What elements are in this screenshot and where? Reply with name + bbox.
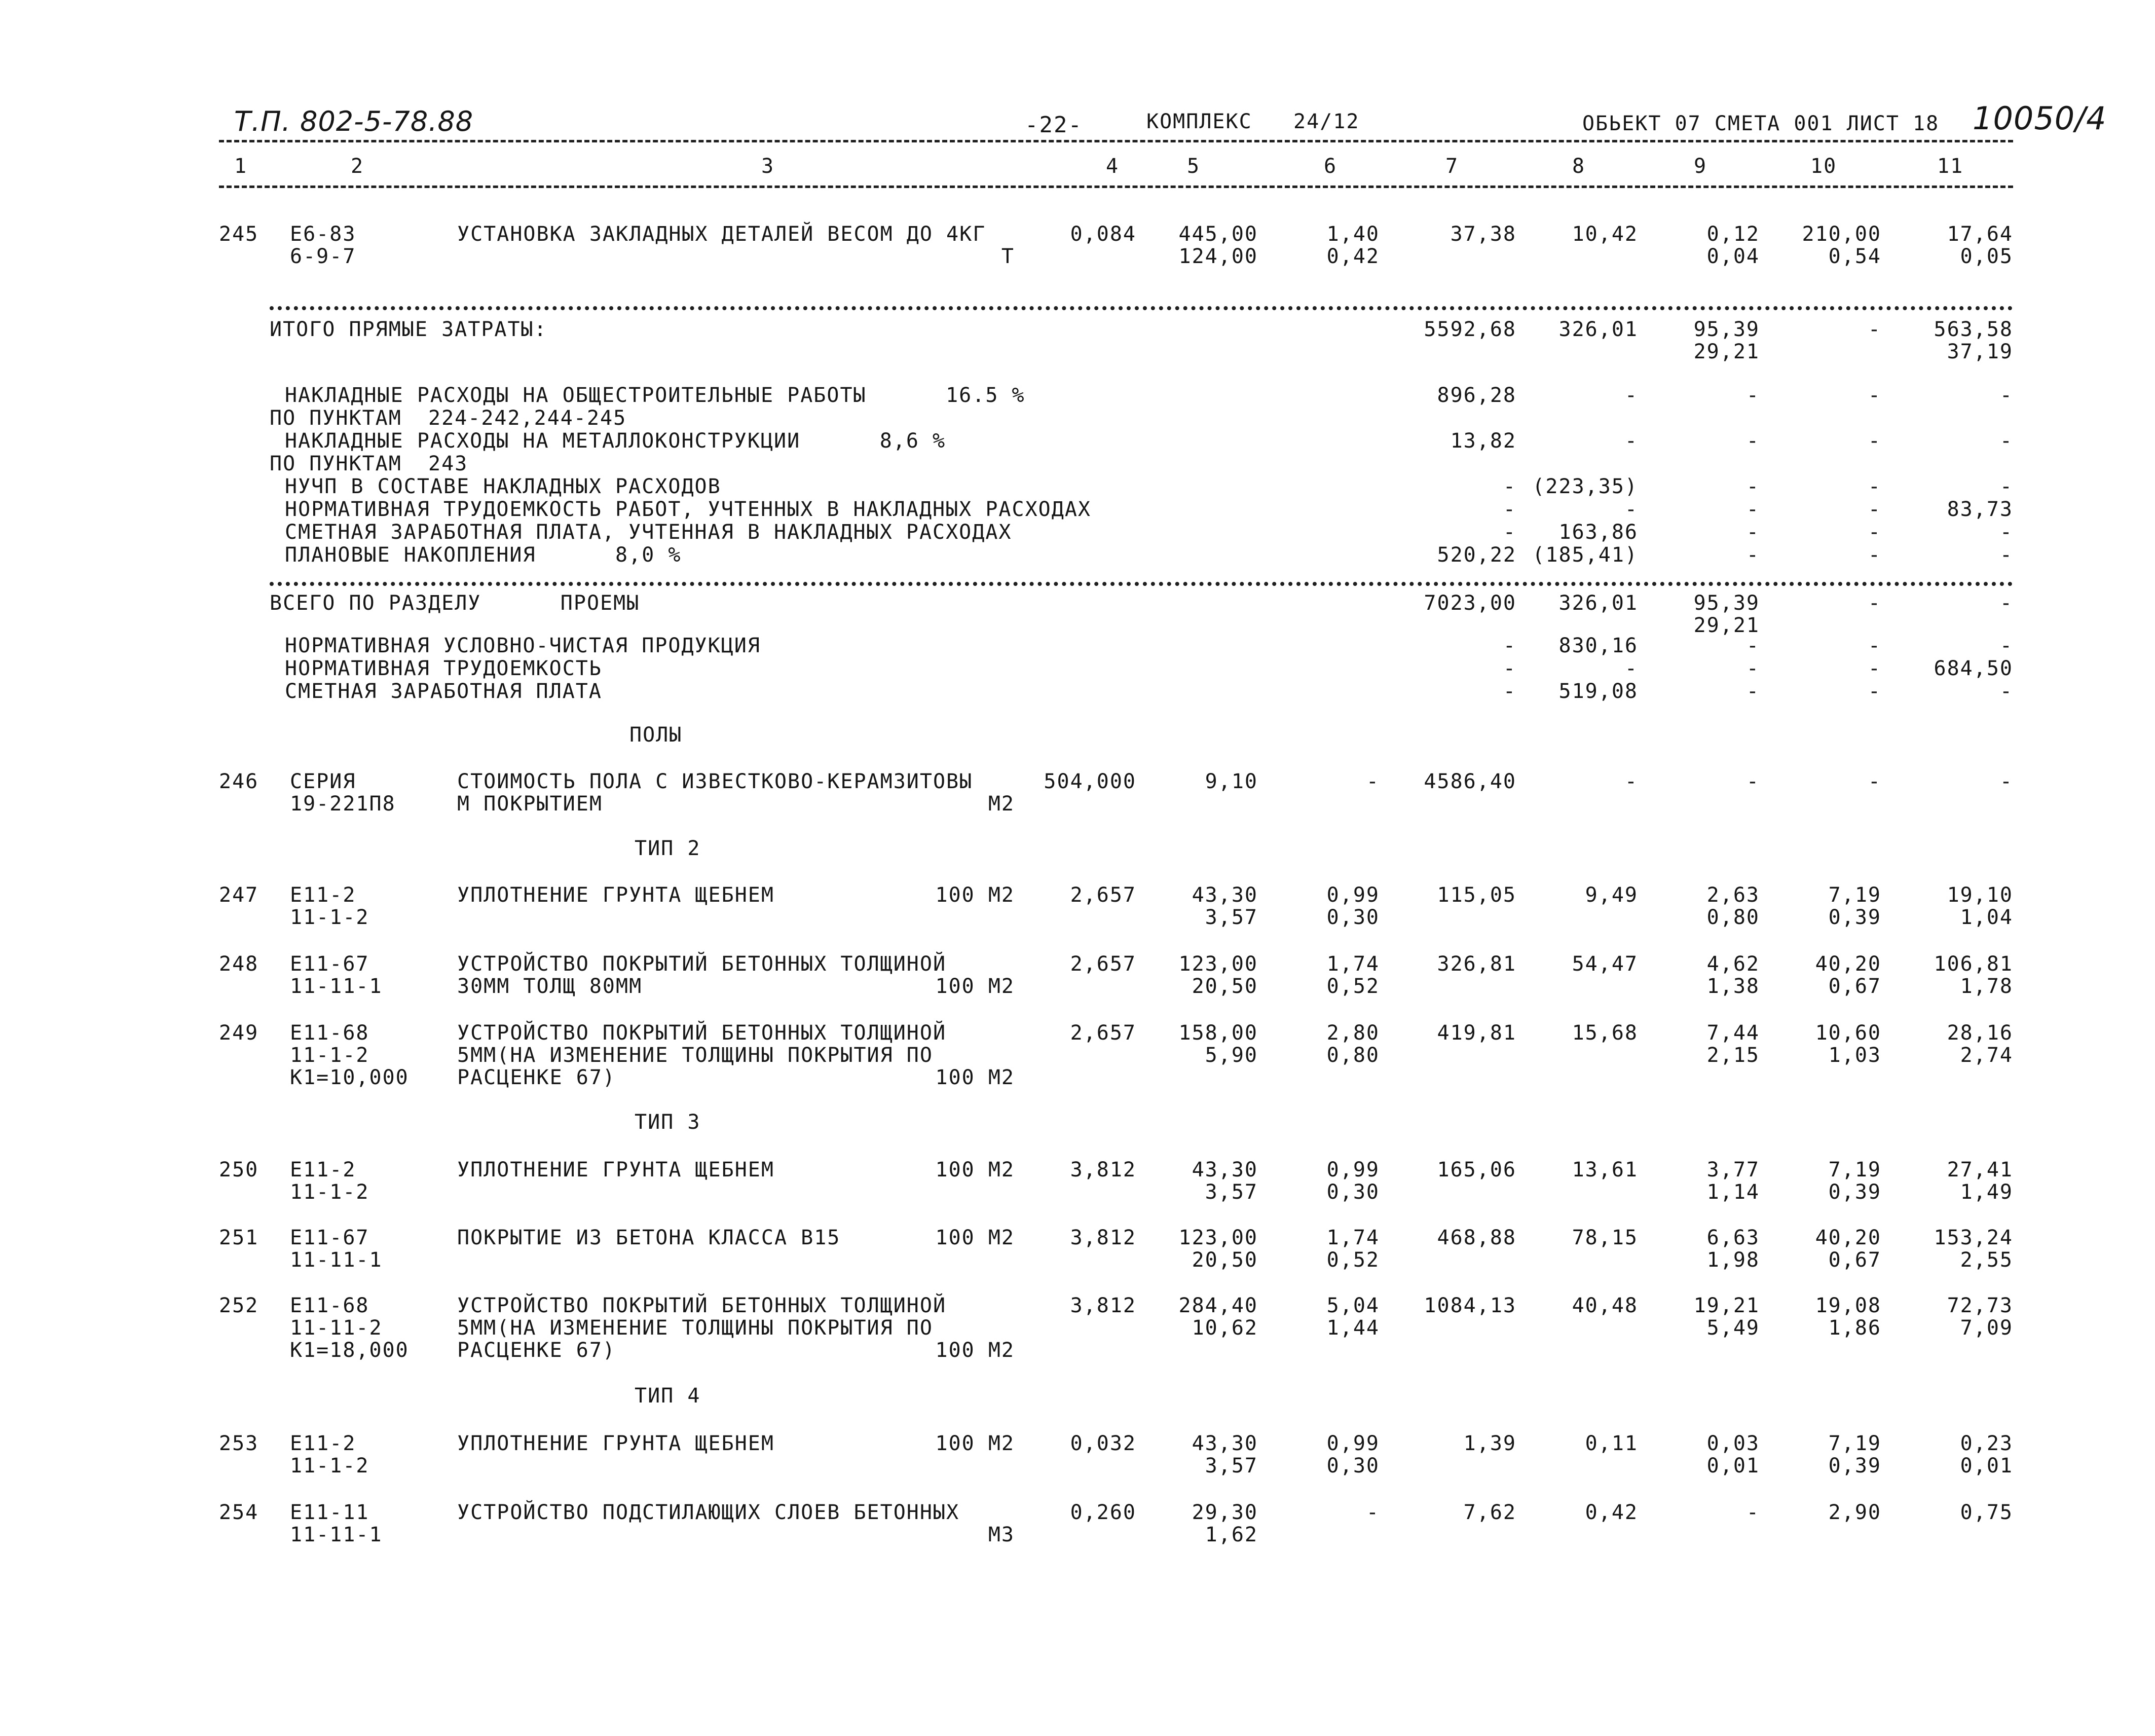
sum-value-c9: 95,39 — [1693, 318, 1760, 341]
line-value-c11: - — [1999, 384, 2013, 407]
item-value-c10: 210,00 — [1802, 223, 1881, 246]
item-value-c10: 19,08 — [1815, 1294, 1881, 1317]
line-text: ПО ПУНКТАМ 243 — [270, 452, 468, 475]
item-value-c6: 1,40 — [1326, 223, 1380, 246]
item-value-c6: 5,04 — [1326, 1294, 1380, 1317]
line-text: ПО ПУНКТАМ 224-242,244-245 — [270, 407, 627, 430]
sum-value-c7: 5592,68 — [1424, 318, 1516, 341]
sum-value-c7: 7023,00 — [1424, 592, 1516, 615]
item-value-c7: 7,62 — [1463, 1501, 1516, 1524]
line-value-c7: - — [1503, 657, 1516, 680]
item-value-c11: - — [1999, 770, 2013, 793]
object-sheet-info: ОБЬЕКТ 07 СМЕТА 001 ЛИСТ 18 — [1582, 112, 1940, 135]
item-value-c9: 1,38 — [1706, 975, 1760, 998]
item-value-c10: 1,86 — [1828, 1316, 1881, 1340]
item-description-line: М ПОКРЫТИЕМ — [457, 792, 603, 816]
item-value-c5: 9,10 — [1205, 770, 1258, 793]
item-value-c7: 1,39 — [1463, 1432, 1516, 1455]
line-value-c7: - — [1503, 680, 1516, 703]
item-value-c9: 2,15 — [1706, 1044, 1760, 1067]
item-unit: Т — [1001, 245, 1015, 268]
col-8-header: 8 — [1572, 155, 1586, 178]
line-value-c10: - — [1868, 384, 1881, 407]
item-value-c10: 10,60 — [1815, 1021, 1881, 1045]
item-value-c5: 43,30 — [1192, 883, 1258, 907]
item-value-c10: 1,03 — [1828, 1044, 1881, 1067]
item-code: СЕРИЯ — [290, 770, 356, 793]
line-value-c11: - — [1999, 521, 2013, 544]
line-value-c8: - — [1624, 384, 1638, 407]
item-unit: 100 М2 — [935, 1432, 1015, 1455]
item-description-line: РАСЦЕНКЕ 67) — [457, 1066, 616, 1089]
item-value-c7: 165,06 — [1437, 1158, 1516, 1181]
item-code-secondary: 11-1-2 — [290, 906, 369, 929]
item-value-c10: 0,67 — [1828, 975, 1881, 998]
item-description-line: УСТРОЙСТВО ПОКРЫТИЙ БЕТОННЫХ ТОЛЩИНОЙ — [457, 1294, 947, 1317]
line-value-c8: 830,16 — [1558, 634, 1638, 657]
item-value-c6: 0,30 — [1326, 1454, 1380, 1478]
item-value-c11: 1,04 — [1960, 906, 2013, 929]
item-value-c5: 20,50 — [1192, 1248, 1258, 1272]
sum-value-c9: 29,21 — [1693, 614, 1760, 637]
line-value-c8: 519,08 — [1558, 680, 1638, 703]
col-2-header: 2 — [351, 155, 364, 178]
item-value-c11: 72,73 — [1947, 1294, 2013, 1317]
line-value-c7: 13,82 — [1450, 429, 1516, 453]
item-unit: 100 М2 — [935, 1339, 1015, 1362]
item-value-c6: - — [1366, 770, 1380, 793]
item-value-c9: 19,21 — [1693, 1294, 1760, 1317]
complex-label: КОМПЛЕКС — [1146, 110, 1252, 133]
item-value-c6: 0,52 — [1326, 975, 1380, 998]
item-value-c10: 40,20 — [1815, 952, 1881, 976]
item-value-c5: 3,57 — [1205, 1454, 1258, 1478]
item-code-secondary: 11-1-2 — [290, 1180, 369, 1204]
itogo-rule — [270, 306, 2013, 310]
item-value-c8: 10,42 — [1572, 223, 1638, 246]
item-value-c9: 3,77 — [1706, 1158, 1760, 1181]
line-value-c9: - — [1746, 475, 1760, 498]
item-value-c10: 0,39 — [1828, 1180, 1881, 1204]
item-value-c9: 1,98 — [1706, 1248, 1760, 1272]
page-number: -22- — [1025, 112, 1083, 138]
line-text: НОРМАТИВНАЯ ТРУДОЕМКОСТЬ РАБОТ, УЧТЕННЫХ В НАКЛАДНЫХ РАСХОДАХ — [285, 498, 1092, 521]
item-value-c8: 0,11 — [1585, 1432, 1638, 1455]
item-value-c5: 20,50 — [1192, 975, 1258, 998]
line-value-c8: (223,35) — [1532, 475, 1638, 498]
col-1-header: 1 — [234, 155, 248, 178]
item-value-c11: 0,75 — [1960, 1501, 2013, 1524]
item-quantity: 0,032 — [1070, 1432, 1136, 1455]
col-7-header: 7 — [1445, 155, 1459, 178]
item-value-c10: 0,67 — [1828, 1248, 1881, 1272]
line-value-c7: 896,28 — [1437, 384, 1516, 407]
item-quantity: 2,657 — [1070, 1021, 1136, 1045]
item-value-c5: 3,57 — [1205, 1180, 1258, 1204]
item-value-c7: 326,81 — [1437, 952, 1516, 976]
item-value-c6: - — [1366, 1501, 1380, 1524]
item-quantity: 0,084 — [1070, 223, 1136, 246]
sum-value-c9: 29,21 — [1693, 340, 1760, 363]
item-code-secondary: 11-11-1 — [290, 975, 383, 998]
sum-value-c11: 563,58 — [1934, 318, 2013, 341]
item-number: 250 — [219, 1158, 259, 1181]
item-description-line: СТОИМОСТЬ ПОЛА С ИЗВЕСТКОВО-КЕРАМЗИТОВЫ — [457, 770, 973, 793]
item-number: 247 — [219, 883, 259, 907]
item-value-c5: 43,30 — [1192, 1432, 1258, 1455]
line-value-c7: - — [1503, 498, 1516, 521]
item-value-c6: 0,80 — [1326, 1044, 1380, 1067]
item-code-secondary: 11-11-1 — [290, 1248, 383, 1272]
item-value-c11: 1,78 — [1960, 975, 2013, 998]
item-value-c10: 7,19 — [1828, 1158, 1881, 1181]
item-description-line: УСТАНОВКА ЗАКЛАДНЫХ ДЕТАЛЕЙ ВЕСОМ ДО 4КГ — [457, 223, 986, 246]
line-value-c7: - — [1503, 634, 1516, 657]
item-quantity: 3,812 — [1070, 1226, 1136, 1249]
item-unit: М2 — [988, 792, 1015, 816]
item-coefficient: К1=10,000 — [290, 1066, 409, 1089]
item-unit: 100 М2 — [935, 883, 1015, 907]
item-value-c9: - — [1746, 1501, 1760, 1524]
line-text: СМЕТНАЯ ЗАРАБОТНАЯ ПЛАТА, УЧТЕННАЯ В НАКЛАДНЫХ РАСХОДАХ — [285, 521, 1012, 544]
item-value-c5: 124,00 — [1178, 245, 1258, 268]
line-value-c11: - — [1999, 680, 2013, 703]
item-value-c7: 115,05 — [1437, 883, 1516, 907]
item-value-c10: 2,90 — [1828, 1501, 1881, 1524]
item-code: Е11-68 — [290, 1294, 369, 1317]
item-value-c10: 0,39 — [1828, 1454, 1881, 1478]
item-value-c11: 106,81 — [1934, 952, 2013, 976]
item-description-line: УПЛОТНЕНИЕ ГРУНТА ЩЕБНЕМ — [457, 1158, 774, 1181]
item-value-c7: 4586,40 — [1424, 770, 1516, 793]
section-title-floors: ПОЛЫ — [629, 723, 683, 747]
item-value-c10: 0,39 — [1828, 906, 1881, 929]
line-value-c8: (185,41) — [1532, 543, 1638, 567]
sum-value-c9: 95,39 — [1693, 592, 1760, 615]
item-value-c5: 29,30 — [1192, 1501, 1258, 1524]
item-value-c10: - — [1868, 770, 1881, 793]
item-coefficient: К1=18,000 — [290, 1339, 409, 1362]
item-value-c5: 10,62 — [1192, 1316, 1258, 1340]
item-number: 249 — [219, 1021, 259, 1045]
line-value-c8: - — [1624, 429, 1638, 453]
item-value-c11: 19,10 — [1947, 883, 2013, 907]
item-number: 245 — [219, 223, 259, 246]
item-value-c6: 0,30 — [1326, 906, 1380, 929]
item-value-c5: 158,00 — [1178, 1021, 1258, 1045]
line-text: НАКЛАДНЫЕ РАСХОДЫ НА МЕТАЛЛОКОНСТРУКЦИИ 8,6 % — [285, 429, 946, 453]
item-code: Е11-2 — [290, 883, 356, 907]
line-value-c10: - — [1868, 498, 1881, 521]
item-value-c11: 28,16 — [1947, 1021, 2013, 1045]
item-value-c11: 0,05 — [1960, 245, 2013, 268]
item-value-c8: 0,42 — [1585, 1501, 1638, 1524]
item-description-line: УПЛОТНЕНИЕ ГРУНТА ЩЕБНЕМ — [457, 1432, 774, 1455]
sum-value-c11: 37,19 — [1947, 340, 2013, 363]
sum-value-c11: - — [1999, 592, 2013, 615]
line-value-c11: - — [1999, 475, 2013, 498]
item-value-c11: 17,64 — [1947, 223, 2013, 246]
item-value-c11: 2,55 — [1960, 1248, 2013, 1272]
line-value-c8: 163,86 — [1558, 521, 1638, 544]
item-quantity: 504,000 — [1044, 770, 1136, 793]
item-description-line: РАСЦЕНКЕ 67) — [457, 1339, 616, 1362]
item-value-c9: 2,63 — [1706, 883, 1760, 907]
item-unit: М3 — [988, 1523, 1015, 1546]
col-9-header: 9 — [1694, 155, 1707, 178]
sum-value-c10: - — [1868, 592, 1881, 615]
item-code-secondary: 19-221П8 — [290, 792, 396, 816]
line-text: ПЛАНОВЫЕ НАКОПЛЕНИЯ 8,0 % — [285, 543, 682, 567]
item-value-c8: 54,47 — [1572, 952, 1638, 976]
line-value-c10: - — [1868, 680, 1881, 703]
column-header-rule — [219, 186, 2013, 188]
item-value-c6: 1,74 — [1326, 1226, 1380, 1249]
line-value-c9: - — [1746, 543, 1760, 567]
item-value-c5: 445,00 — [1178, 223, 1258, 246]
handwritten-number: 10050/4 — [1973, 100, 2107, 137]
line-value-c9: - — [1746, 429, 1760, 453]
line-value-c11: - — [1999, 543, 2013, 567]
sum-label: ИТОГО ПРЯМЫЕ ЗАТРАТЫ: — [270, 318, 547, 341]
item-value-c8: - — [1624, 770, 1638, 793]
item-unit: 100 М2 — [935, 1226, 1015, 1249]
line-text: НАКЛАДНЫЕ РАСХОДЫ НА ОБЩЕСТРОИТЕЛЬНЫЕ РАБОТЫ 16.5 % — [285, 384, 1025, 407]
line-text: НОРМАТИВНАЯ УСЛОВНО-ЧИСТАЯ ПРОДУКЦИЯ — [285, 634, 761, 657]
line-value-c9: - — [1746, 498, 1760, 521]
item-value-c8: 13,61 — [1572, 1158, 1638, 1181]
col-4-header: 4 — [1106, 155, 1120, 178]
item-description-line: 30ММ ТОЛЩ 80ММ — [457, 975, 643, 998]
item-description-line: 5ММ(НА ИЗМЕНЕНИЕ ТОЛЩИНЫ ПОКРЫТИЯ ПО — [457, 1044, 933, 1067]
item-quantity: 0,260 — [1070, 1501, 1136, 1524]
item-code-secondary: 11-11-2 — [290, 1316, 383, 1340]
col-6-header: 6 — [1324, 155, 1337, 178]
item-value-c5: 3,57 — [1205, 906, 1258, 929]
item-value-c10: 7,19 — [1828, 883, 1881, 907]
line-value-c9: - — [1746, 657, 1760, 680]
item-value-c9: 0,04 — [1706, 245, 1760, 268]
line-text: НОРМАТИВНАЯ ТРУДОЕМКОСТЬ — [285, 657, 602, 680]
col-11-header: 11 — [1937, 155, 1964, 178]
item-number: 252 — [219, 1294, 259, 1317]
item-number: 248 — [219, 952, 259, 976]
item-value-c10: 0,54 — [1828, 245, 1881, 268]
line-value-c10: - — [1868, 634, 1881, 657]
item-value-c7: 419,81 — [1437, 1021, 1516, 1045]
line-value-c10: - — [1868, 475, 1881, 498]
item-unit: 100 М2 — [935, 1158, 1015, 1181]
item-number: 251 — [219, 1226, 259, 1249]
line-value-c10: - — [1868, 543, 1881, 567]
item-code-secondary: 11-1-2 — [290, 1044, 369, 1067]
line-value-c11: - — [1999, 634, 2013, 657]
sum-value-c8: 326,01 — [1558, 592, 1638, 615]
complex-value: 24/12 — [1293, 110, 1360, 133]
vsego-rule — [270, 582, 2013, 586]
item-value-c11: 1,49 — [1960, 1180, 2013, 1204]
item-value-c9: 0,01 — [1706, 1454, 1760, 1478]
col-5-header: 5 — [1187, 155, 1201, 178]
item-description-line: 5ММ(НА ИЗМЕНЕНИЕ ТОЛЩИНЫ ПОКРЫТИЯ ПО — [457, 1316, 933, 1340]
item-value-c8: 78,15 — [1572, 1226, 1638, 1249]
item-value-c9: 0,80 — [1706, 906, 1760, 929]
item-code: Е11-68 — [290, 1021, 369, 1045]
item-value-c9: 4,62 — [1706, 952, 1760, 976]
item-description-line: УСТРОЙСТВО ПОДСТИЛАЮЩИХ СЛОЕВ БЕТОННЫХ — [457, 1501, 960, 1524]
line-value-c10: - — [1868, 429, 1881, 453]
item-value-c6: 0,52 — [1326, 1248, 1380, 1272]
line-value-c7: 520,22 — [1437, 543, 1516, 567]
project-code: Т.П. 802-5-78.88 — [234, 105, 474, 137]
line-value-c9: - — [1746, 384, 1760, 407]
item-value-c10: 40,20 — [1815, 1226, 1881, 1249]
item-value-c6: 0,42 — [1326, 245, 1380, 268]
item-code: Е11-67 — [290, 952, 369, 976]
item-value-c11: 0,01 — [1960, 1454, 2013, 1478]
item-value-c9: 0,03 — [1706, 1432, 1760, 1455]
item-quantity: 2,657 — [1070, 952, 1136, 976]
item-value-c5: 284,40 — [1178, 1294, 1258, 1317]
item-description-line: УСТРОЙСТВО ПОКРЫТИЙ БЕТОННЫХ ТОЛЩИНОЙ — [457, 952, 947, 976]
item-quantity: 3,812 — [1070, 1294, 1136, 1317]
item-value-c11: 27,41 — [1947, 1158, 2013, 1181]
item-value-c9: 7,44 — [1706, 1021, 1760, 1045]
item-code-secondary: 11-11-1 — [290, 1523, 383, 1546]
type-4-title: ТИП 4 — [635, 1384, 701, 1408]
line-text: НУЧП В СОСТАВЕ НАКЛАДНЫХ РАСХОДОВ — [285, 475, 721, 498]
item-code: Е11-2 — [290, 1432, 356, 1455]
item-description-line: УСТРОЙСТВО ПОКРЫТИЙ БЕТОННЫХ ТОЛЩИНОЙ — [457, 1021, 947, 1045]
type-3-title: ТИП 3 — [635, 1111, 701, 1134]
sum-value-c8: 326,01 — [1558, 318, 1638, 341]
item-value-c9: - — [1746, 770, 1760, 793]
item-code: Е6-83 — [290, 223, 356, 246]
line-value-c11: - — [1999, 429, 2013, 453]
col-10-header: 10 — [1810, 155, 1837, 178]
item-value-c6: 0,30 — [1326, 1180, 1380, 1204]
item-value-c8: 40,48 — [1572, 1294, 1638, 1317]
item-description-line: УПЛОТНЕНИЕ ГРУНТА ЩЕБНЕМ — [457, 883, 774, 907]
item-value-c6: 0,99 — [1326, 1432, 1380, 1455]
sum-label: ВСЕГО ПО РАЗДЕЛУ ПРОЕМЫ — [270, 592, 640, 615]
line-value-c9: - — [1746, 521, 1760, 544]
item-value-c7: 37,38 — [1450, 223, 1516, 246]
line-value-c7: - — [1503, 475, 1516, 498]
line-value-c9: - — [1746, 680, 1760, 703]
item-code: Е11-2 — [290, 1158, 356, 1181]
item-value-c9: 6,63 — [1706, 1226, 1760, 1249]
item-value-c5: 43,30 — [1192, 1158, 1258, 1181]
line-value-c10: - — [1868, 657, 1881, 680]
sum-value-c10: - — [1868, 318, 1881, 341]
line-value-c9: - — [1746, 634, 1760, 657]
item-description-line: ПОКРЫТИЕ ИЗ БЕТОНА КЛАССА В15 — [457, 1226, 841, 1249]
item-value-c6: 0,99 — [1326, 1158, 1380, 1181]
item-value-c7: 468,88 — [1437, 1226, 1516, 1249]
line-value-c10: - — [1868, 521, 1881, 544]
item-value-c11: 2,74 — [1960, 1044, 2013, 1067]
item-value-c8: 15,68 — [1572, 1021, 1638, 1045]
item-value-c5: 1,62 — [1205, 1523, 1258, 1546]
item-number: 254 — [219, 1501, 259, 1524]
item-code-secondary: 6-9-7 — [290, 245, 356, 268]
item-value-c11: 0,23 — [1960, 1432, 2013, 1455]
item-value-c11: 153,24 — [1934, 1226, 2013, 1249]
item-value-c6: 1,74 — [1326, 952, 1380, 976]
line-value-c11: 684,50 — [1934, 657, 2013, 680]
item-value-c5: 123,00 — [1178, 952, 1258, 976]
item-number: 246 — [219, 770, 259, 793]
line-value-c8: - — [1624, 498, 1638, 521]
item-value-c9: 5,49 — [1706, 1316, 1760, 1340]
item-number: 253 — [219, 1432, 259, 1455]
line-value-c7: - — [1503, 521, 1516, 544]
line-text: СМЕТНАЯ ЗАРАБОТНАЯ ПЛАТА — [285, 680, 602, 703]
line-value-c8: - — [1624, 657, 1638, 680]
item-value-c5: 5,90 — [1205, 1044, 1258, 1067]
item-value-c9: 1,14 — [1706, 1180, 1760, 1204]
item-unit: 100 М2 — [935, 975, 1015, 998]
item-value-c8: 9,49 — [1585, 883, 1638, 907]
item-value-c6: 0,99 — [1326, 883, 1380, 907]
item-quantity: 3,812 — [1070, 1158, 1136, 1181]
item-value-c7: 1084,13 — [1424, 1294, 1516, 1317]
line-value-c11: 83,73 — [1947, 498, 2013, 521]
item-value-c10: 7,19 — [1828, 1432, 1881, 1455]
item-value-c6: 1,44 — [1326, 1316, 1380, 1340]
col-3-header: 3 — [761, 155, 775, 178]
type-2-title: ТИП 2 — [635, 837, 701, 860]
item-code-secondary: 11-1-2 — [290, 1454, 369, 1478]
header-rule — [219, 140, 2013, 142]
item-unit: 100 М2 — [935, 1066, 1015, 1089]
item-code: Е11-67 — [290, 1226, 369, 1249]
item-value-c6: 2,80 — [1326, 1021, 1380, 1045]
item-code: Е11-11 — [290, 1501, 369, 1524]
item-value-c11: 7,09 — [1960, 1316, 2013, 1340]
item-quantity: 2,657 — [1070, 883, 1136, 907]
item-value-c9: 0,12 — [1706, 223, 1760, 246]
item-value-c5: 123,00 — [1178, 1226, 1258, 1249]
